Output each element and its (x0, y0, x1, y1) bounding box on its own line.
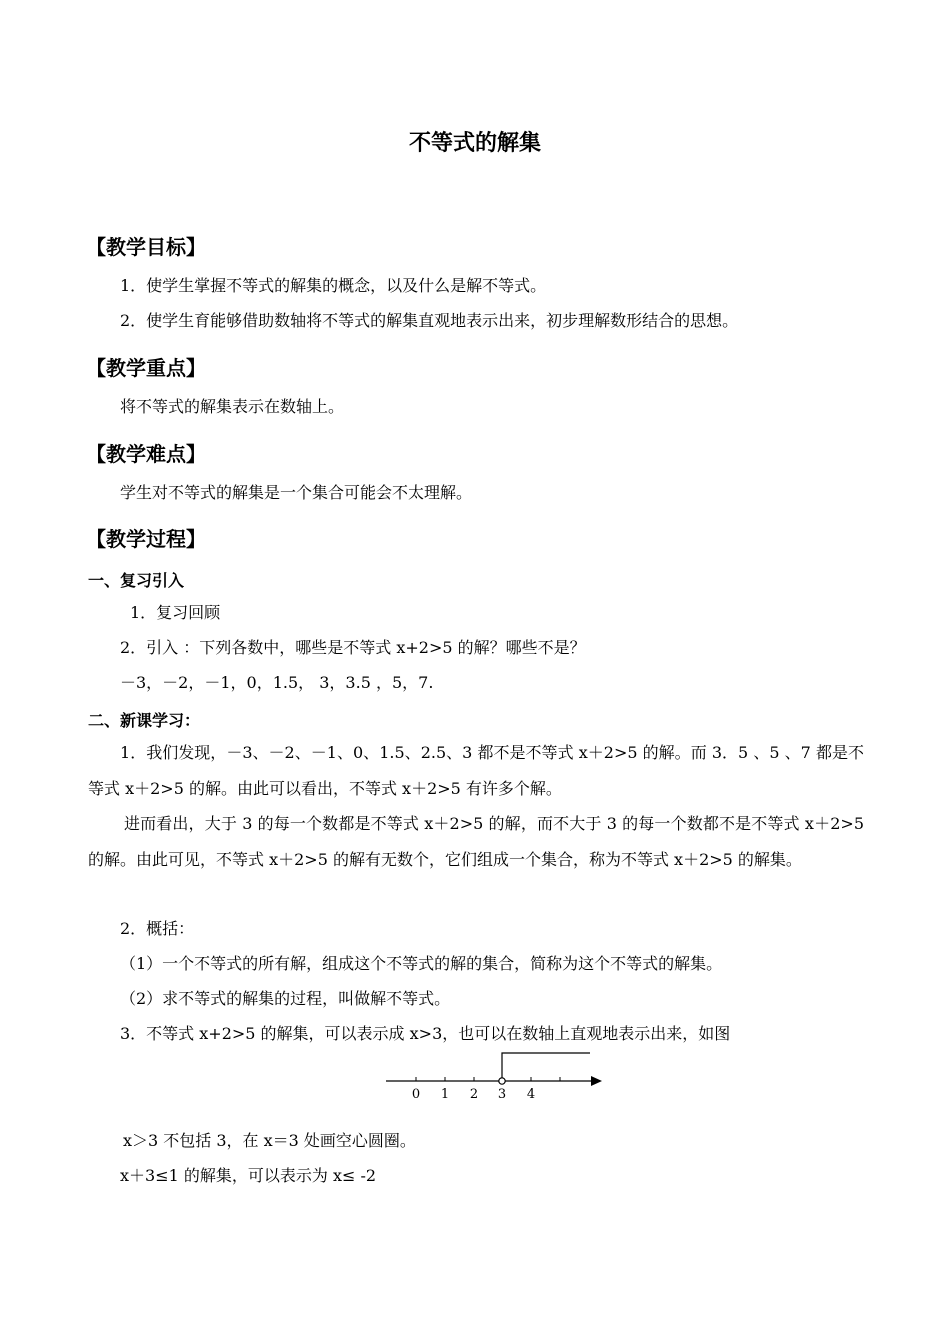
note-open-circle: x＞3 不包括 3，在 x＝3 处画空心圆圈。 (123, 1131, 416, 1150)
number-line-figure (380, 1048, 610, 1104)
axis-label-1: 1 (440, 1087, 450, 1102)
axis-label-4: 4 (526, 1087, 536, 1102)
summary-label: 2．概括： (120, 919, 195, 938)
review-heading: 一、复习引入 (88, 571, 185, 590)
new-lesson-paragraph-2: 进而看出，大于 3 的每一个数都是不等式 x＋2>5 的解，而不大于 3 的每一个数都不是不等式 x＋2>5 的解。由此可见，不等式 x＋2>5 的解有无数个，它们组成一个集合，称为不等式 x＋2>5 的解集。 (88, 814, 864, 869)
review-item-1: 1．复习回顾 (130, 603, 221, 622)
summary-item-2: （2）求不等式的解集的过程，叫做解不等式。 (120, 989, 451, 1008)
objectives-heading: 【教学目标】 (86, 235, 206, 259)
new-lesson-paragraph-1: 1．我们发现，－3、－2、－1、0、1.5、2.5、3 都不是不等式 x＋2>5 的解。而 3．5 、5 、7 都是不等式 x＋2>5 的解。由此可以看出，不等式 x＋2>5 有许多个解。 (88, 743, 864, 798)
difficulty-text: 学生对不等式的解集是一个集合可能会不太理解。 (120, 483, 473, 502)
note-solution-set: x＋3≤1 的解集，可以表示为 x≤ -2 (120, 1166, 377, 1185)
new-lesson-heading: 二、新课学习： (88, 711, 201, 730)
process-heading: 【教学过程】 (86, 527, 206, 551)
objective-item-2: 2．使学生育能够借助数轴将不等式的解集直观地表示出来，初步理解数形结合的思想。 (120, 311, 739, 330)
key-point-heading: 【教学重点】 (86, 356, 206, 380)
open-circle-marker (499, 1078, 505, 1084)
review-numbers: －3，－2，－1，0，1.5， 3，3.5 ，5，7. (120, 673, 434, 692)
objective-item-1: 1．使学生掌握不等式的解集的概念，以及什么是解不等式。 (120, 276, 547, 295)
axis-label-3: 3 (497, 1087, 507, 1102)
item-3-text: 3．不等式 x+2>5 的解集，可以表示成 x>3，也可以在数轴上直观地表示出来，如图 (120, 1024, 731, 1043)
key-point-text: 将不等式的解集表示在数轴上。 (120, 397, 345, 416)
summary-item-1: （1）一个不等式的所有解，组成这个不等式的解的集合，简称为这个不等式的解集。 (120, 954, 723, 973)
solution-bracket (502, 1053, 590, 1078)
axis-label-2: 2 (469, 1087, 479, 1102)
number-line-arrow-icon (591, 1076, 602, 1086)
difficulty-heading: 【教学难点】 (86, 442, 206, 466)
page-title: 不等式的解集 (408, 131, 541, 156)
review-item-2: 2．引入 ：下列各数中，哪些是不等式 x+2>5 的解？哪些不是？ (120, 638, 586, 657)
axis-label-0: 0 (411, 1087, 421, 1102)
